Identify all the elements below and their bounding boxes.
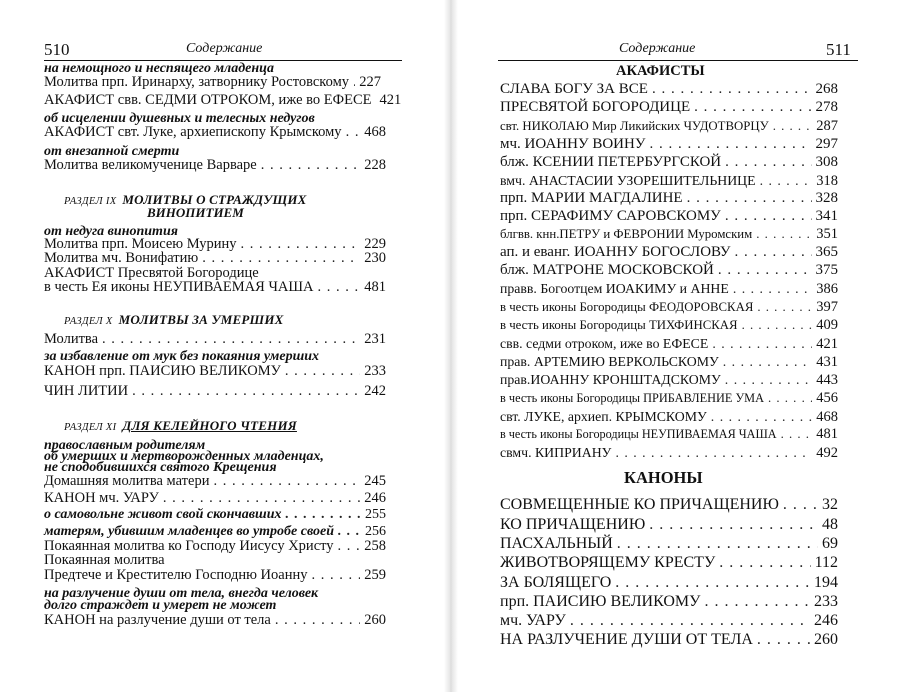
akathist-entry[interactable]: свмч. КИПРИАНУ . . . 492 xyxy=(500,444,838,462)
page-ref: 318 xyxy=(816,173,838,189)
akathist-entry[interactable]: в честь иконы Богородицы ТИХФИНСКАЯ . . . 409 xyxy=(500,317,838,334)
akathist-entry[interactable]: блж. КСЕНИИ ПЕТЕРБУРГСКОЙ . . . 308 xyxy=(500,154,838,171)
toc-entry[interactable]: Предтече и Крестителю Господню Иоанну . . . 259 xyxy=(44,567,386,583)
subheading: не сподобившихся святого Крещения xyxy=(44,460,277,475)
section-title: МОЛИТВЫ ЗА УМЕРШИХ xyxy=(118,312,284,327)
page-ref: 375 xyxy=(815,262,838,278)
page-ref: 308 xyxy=(815,154,838,170)
toc-entry[interactable]: Молитва мч. Вонифатию . . . 230 xyxy=(44,250,386,266)
akathist-entry[interactable]: прав. АРТЕМИЮ ВЕРКОЛЬСКОМУ . . . 431 xyxy=(500,353,838,371)
akathist-entry[interactable]: свт. ЛУКЕ, архиеп. КРЫМСКОМУ . . . 468 xyxy=(500,408,838,426)
akathist-entry[interactable]: прп. СЕРАФИМУ САРОВСКОМУ . . . 341 xyxy=(500,208,838,225)
page-ref: 287 xyxy=(816,118,838,134)
akathist-entry[interactable]: блж. МАТРОНЕ МОСКОВСКОЙ . . . 375 xyxy=(500,262,838,279)
toc-entry[interactable]: КАНОН мч. УАРУ . . . 246 xyxy=(44,490,386,506)
akathist-entry[interactable]: мч. ИОАННУ ВОИНУ . . . 297 xyxy=(500,136,838,153)
toc-entry[interactable]: КАНОН прп. ПАИСИЮ ВЕЛИКОМУ . . . 233 xyxy=(44,363,386,379)
canon-entry[interactable]: мч. УАРУ . . . 246 xyxy=(500,612,838,629)
akathist-entry[interactable]: в честь иконы Богородицы ПРИБАВЛЕНИЕ УМА . . . 456 xyxy=(500,390,838,407)
toc-entry[interactable]: в честь Ея иконы НЕУПИВАЕМАЯ ЧАША . . . 481 xyxy=(44,279,386,295)
page-ref: 260 xyxy=(814,631,838,648)
toc-entry[interactable]: АКАФИСТ свт. Луке, архиепископу Крымскому . . . 468 xyxy=(44,124,386,140)
page-ref: 397 xyxy=(816,299,838,315)
page-ref: 227 xyxy=(359,74,381,90)
page-ref: 69 xyxy=(822,535,838,552)
toc-entry[interactable]: ЧИН ЛИТИИ . . . 242 xyxy=(44,383,386,399)
subheading: православным родителям xyxy=(44,438,206,453)
page-ref: 245 xyxy=(364,473,386,489)
canon-entry[interactable]: НА РАЗЛУЧЕНИЕ ДУШИ ОТ ТЕЛА . . . 260 xyxy=(500,631,838,648)
canons-heading: КАНОНЫ xyxy=(624,468,703,487)
akathist-entry[interactable]: свв. седми отроком, иже во ЕФЕСЕ . . . 421 xyxy=(500,335,838,353)
page-ref: 443 xyxy=(816,372,838,388)
page-ref: 229 xyxy=(364,236,386,252)
page-ref: 328 xyxy=(815,190,838,206)
subheading: долго страждет и умерет не может xyxy=(44,598,277,613)
canon-entry[interactable]: ЖИВОТВОРЯЩЕМУ КРЕСТУ . . . 112 xyxy=(500,554,838,571)
toc-entry-line1: АКАФИСТ Пресвятой Богородице xyxy=(44,265,259,281)
subheading: на немощного и неспящего младенца xyxy=(44,61,274,76)
subheading: об умерших и мертворожденных младенцах, xyxy=(44,449,324,464)
akathist-entry[interactable]: прп. МАРИИ МАГДАЛИНЕ . . . 328 xyxy=(500,190,838,207)
toc-entry-line1: Покаянная молитва xyxy=(44,552,165,568)
section-label: РАЗДЕЛ IX xyxy=(64,196,117,207)
book-gutter xyxy=(444,0,458,692)
page-ref: 242 xyxy=(364,383,386,399)
page-ref: 112 xyxy=(814,554,838,571)
page-ref: 230 xyxy=(364,250,386,266)
toc-entry[interactable]: матерям, убившим младенцев во утробе своей . . . 256 xyxy=(44,524,386,540)
toc-entry[interactable]: Покаянная молитва ко Господу Иисусу Христу . . . 258 xyxy=(44,538,386,554)
akathist-entry[interactable]: прав.ИОАННУ КРОНШТАДСКОМУ . . . 443 xyxy=(500,371,838,389)
toc-entry[interactable]: АКАФИСТ свв. СЕДМИ ОТРОКОМ, иже во ЕФЕСЕ 421 xyxy=(44,92,402,108)
page-ref: 341 xyxy=(815,208,838,224)
page-ref: 278 xyxy=(815,99,838,115)
page-ref: 246 xyxy=(814,612,838,629)
toc-entry[interactable]: Молитва . . . 231 xyxy=(44,331,386,347)
canon-entry[interactable]: прп. ПАИСИЮ ВЕЛИКОМУ . . . 233 xyxy=(500,593,838,610)
page-ref: 255 xyxy=(365,507,386,522)
toc-entry[interactable]: Молитва прп. Моисею Мурину . . . 229 xyxy=(44,236,386,252)
subheading: за избавление от мук без покаяния умерших xyxy=(44,349,320,364)
page-ref: 492 xyxy=(816,445,838,461)
page-ref: 351 xyxy=(816,226,838,242)
page-ref: 233 xyxy=(814,593,838,610)
page-ref: 268 xyxy=(815,81,838,97)
page-ref: 421 xyxy=(816,336,838,352)
page-ref: 365 xyxy=(815,244,838,260)
subheading: от внезапной смерти xyxy=(44,144,180,159)
akathist-entry[interactable]: блгвв. кнн.ПЕТРУ и ФЕВРОНИИ Муромским . . . 351 xyxy=(500,226,838,243)
page-ref: 32 xyxy=(822,496,838,513)
page-ref: 228 xyxy=(364,157,386,173)
right-page-number: 511 xyxy=(826,40,851,59)
left-running-title: Содержание xyxy=(186,41,263,56)
page-ref: 258 xyxy=(364,538,386,554)
page-ref: 421 xyxy=(379,92,402,108)
toc-entry[interactable]: о самовольне живот свой скончавших . . . 255 xyxy=(44,507,386,523)
canon-entry[interactable]: КО ПРИЧАЩЕНИЮ . . . 48 xyxy=(500,516,838,533)
section-title: МОЛИТВЫ О СТРАЖДУЩИХ xyxy=(122,192,307,207)
page-ref: 259 xyxy=(364,567,386,583)
canon-entry[interactable]: СОВМЕЩЕННЫЕ КО ПРИЧАЩЕНИЮ . . . 32 xyxy=(500,496,838,513)
canon-entry[interactable]: ПАСХАЛЬНЫЙ . . . 69 xyxy=(500,535,838,552)
section-label: РАЗДЕЛ XI xyxy=(64,422,117,433)
page-ref: 297 xyxy=(815,136,838,152)
akathist-entry[interactable]: свт. НИКОЛАЮ Мир Ликийских ЧУДОТВОРЦУ . . . 287 xyxy=(500,118,838,135)
left-page-number: 510 xyxy=(44,40,70,59)
page-ref: 246 xyxy=(364,490,386,506)
section-title-cont: ВИНОПИТИЕМ xyxy=(147,205,244,220)
toc-entry[interactable]: Домашняя молитва матери . . . 245 xyxy=(44,473,386,489)
page-ref: 386 xyxy=(816,281,838,297)
section-heading-x xyxy=(64,311,284,329)
page-ref: 468 xyxy=(816,409,838,425)
akathist-entry[interactable]: в честь иконы Богородицы ФЕОДОРОВСКАЯ . . . 397 xyxy=(500,299,838,316)
akathist-entry[interactable]: ПРЕСВЯТОЙ БОГОРОДИЦЕ . . . 278 xyxy=(500,99,838,116)
right-running-title: Содержание xyxy=(619,41,696,56)
section-label: РАЗДЕЛ X xyxy=(64,316,113,327)
page-ref: 468 xyxy=(364,124,386,140)
toc-entry[interactable]: Молитва великомученице Варваре . . . 228 xyxy=(44,157,386,173)
page-ref: 260 xyxy=(364,612,386,628)
toc-entry[interactable]: Молитва прп. Иринарху, затворнику Ростовскому . . . 227 xyxy=(44,74,381,90)
akathist-entry[interactable]: правв. Богоотцем ИОАКИМУ и АННЕ . . . 386 xyxy=(500,280,838,298)
page-ref: 231 xyxy=(364,331,386,347)
right-header-rule xyxy=(498,60,858,61)
subheading: от недуга винопития xyxy=(44,224,178,239)
subheading: об исцелении душевных и телесных недугов xyxy=(44,111,315,126)
page-ref: 256 xyxy=(365,524,386,539)
page-ref: 481 xyxy=(364,279,386,295)
page-ref: 481 xyxy=(816,426,838,442)
section-heading-xi xyxy=(64,417,297,435)
page-ref: 409 xyxy=(816,317,838,333)
page-ref: 194 xyxy=(814,574,838,591)
akathist-entry[interactable]: вмч. АНАСТАСИИ УЗОРЕШИТЕЛЬНИЦЕ . . . 318 xyxy=(500,172,838,190)
section-title: ДЛЯ КЕЛЕЙНОГО ЧТЕНИЯ xyxy=(122,418,297,433)
page-ref: 456 xyxy=(816,390,838,406)
page-ref: 233 xyxy=(364,363,386,379)
akathist-entry[interactable]: в честь иконы Богородицы НЕУПИВАЕМАЯ ЧАША . . . 481 xyxy=(500,426,838,443)
page-ref: 431 xyxy=(816,354,838,370)
akathist-entry[interactable]: ап. и еванг. ИОАННУ БОГОСЛОВУ . . . 365 xyxy=(500,244,838,261)
canon-entry[interactable]: ЗА БОЛЯЩЕГО . . . 194 xyxy=(500,574,838,591)
akathist-entry[interactable]: СЛАВА БОГУ ЗА ВСЕ . . . 268 xyxy=(500,81,838,98)
subheading: на разлучение души от тела, внегда человек xyxy=(44,586,319,601)
toc-entry[interactable]: КАНОН на разлучение души от тела . . . 260 xyxy=(44,612,386,628)
akathists-heading: АКАФИСТЫ xyxy=(616,63,705,79)
page-ref: 48 xyxy=(822,516,838,533)
